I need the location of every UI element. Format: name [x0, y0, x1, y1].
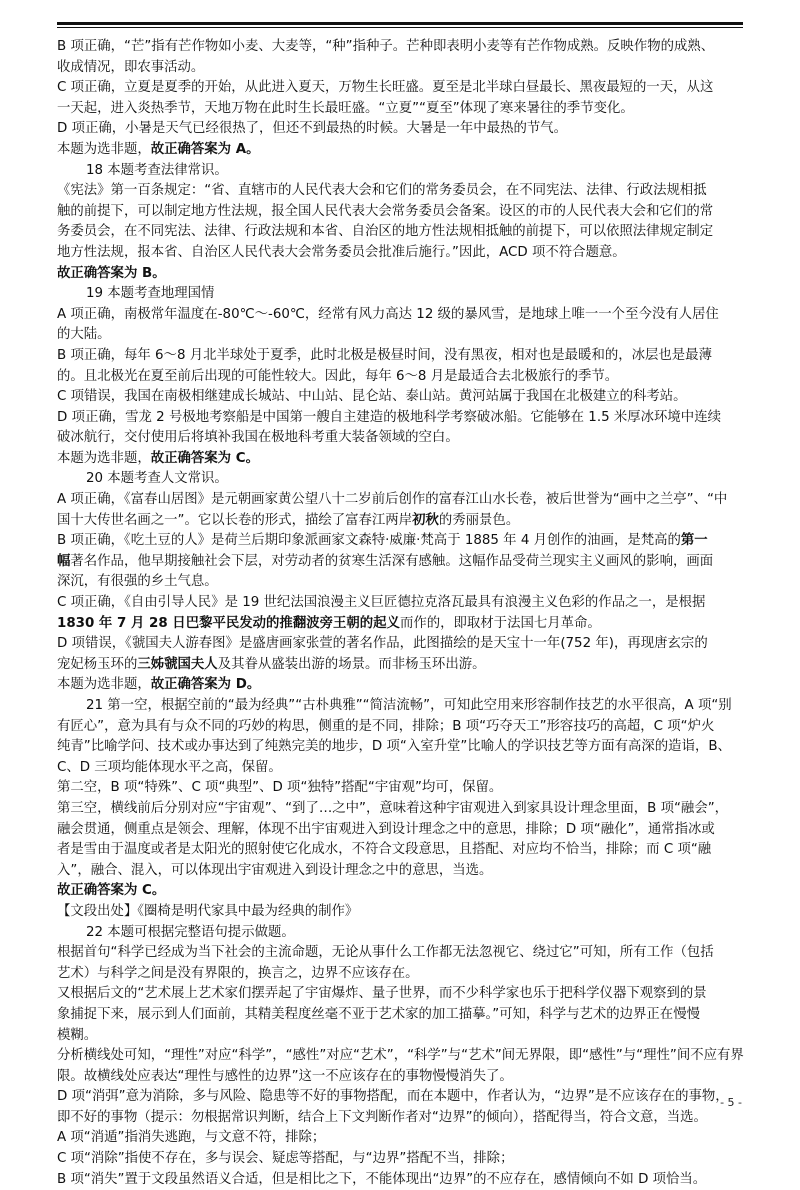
line-text: 又根据后文的“艺术展上艺术家们摆弄起了宇宙爆炸、量子世界，而不少科学家也乐于把科学仪器下观察到的景: [57, 986, 707, 1002]
line-text: 【文段出处】《圈椅是明代家具中最为经典的制作》: [57, 903, 359, 919]
text-line: [57, 593, 747, 614]
text-line: [57, 428, 747, 449]
line-bold-text: 三姊虢国夫人: [137, 656, 218, 672]
line-text: C 项错误，我国在南极相继建成长城站、中山站、昆仑站、泰山站。黄河站属于我国在北极建立的科考站。: [57, 389, 687, 405]
line-text-tail: 的秀丽景色。: [438, 512, 520, 528]
text-line: [57, 1149, 747, 1170]
text-line: [57, 964, 747, 985]
line-bold-text: 故正确答案为 D。: [150, 677, 261, 693]
text-line: [57, 943, 747, 964]
text-line: [57, 717, 747, 738]
line-text: D 项正确，小暑是天气已经很热了，但还不到最热的时候。大暑是一年中最热的节气。: [57, 121, 568, 137]
line-text: 20 本题考查人文常识。: [86, 471, 228, 487]
line-text: 限。故横线处应表达“理性与感性的边界”这一不应该存在的事物慢慢消失了。: [57, 1068, 513, 1084]
text-line: [57, 1087, 747, 1108]
line-text-tail: 著名作品，他早期接触社会下层，对劳动者的贫寒生活深有感触。这幅作品受荷兰现实主义画风的影响，画面: [70, 553, 714, 569]
line-text: D 项正确，雪龙 2 号极地考察船是中国第一艘自主建造的极地科学考察破冰船。它能够在 1.5 米厚冰环境中连续: [57, 409, 721, 425]
line-text: 深沉，有很强的乡土气息。: [57, 574, 218, 590]
line-text: 融会贯通，侧重点是领会、理解，体现不出宇宙观进入到设计理念之中的意思，排除；D 项“融化”，通常指冰或: [57, 821, 715, 837]
text-line: [57, 737, 747, 758]
line-text: 第二空，B 项“特殊”、C 项“典型”、D 项“独特”搭配“宇宙观”均可，保留。: [57, 780, 503, 796]
line-text: 本题为选非题，: [57, 141, 151, 157]
text-line: [57, 387, 747, 408]
text-line: [57, 99, 747, 120]
text-line: [57, 325, 747, 346]
text-line: [57, 449, 747, 470]
text-line: [57, 490, 747, 511]
line-text: 根据首句“科学已经成为当下社会的主流命题，无论从事什么工作都无法忽视它、绕过它”可知，所有工作（包括: [57, 945, 714, 961]
text-line: [57, 511, 747, 532]
text-line: [57, 984, 747, 1005]
text-line: [57, 202, 747, 223]
line-text: C、D 三项均能体现水平之高，保留。: [57, 759, 282, 775]
line-text: 触的前提下，可以制定地方性法规，报全国人民代表大会常务委员会备案。设区的市的人民代表大会和它们的常: [57, 203, 714, 219]
line-text: A 项“消遁”指消失逃跑，与文意不符，排除；: [57, 1130, 326, 1146]
line-bold-text: 故正确答案为 B。: [57, 265, 166, 281]
text-line: [57, 181, 747, 202]
text-line: [57, 37, 747, 58]
line-text: 《宪法》第一百条规定：“省、直辖市的人民代表大会和它们的常务委员会，在不同宪法、法律、行政法规相抵: [57, 183, 707, 199]
text-line: [57, 243, 747, 264]
text-line: [57, 923, 747, 944]
text-line: [57, 346, 747, 367]
text-line: [57, 305, 747, 326]
line-text: 有匠心”，意为具有与众不同的巧妙的构思，侧重的是不同，排除；B 项“巧夺天工”形容技巧的高超，C 项“炉火: [57, 718, 715, 734]
text-line: [57, 634, 747, 655]
text-line: [57, 902, 747, 923]
text-line: [57, 799, 747, 820]
line-bold-text: 故正确答案为 A。: [150, 141, 260, 157]
text-line: [57, 1108, 747, 1129]
line-text: 的大陆。: [57, 327, 111, 343]
text-line: [57, 881, 747, 902]
line-text: 一天起，进入炎热季节，天地万物在此时生长最旺盛。“立夏”“夏至”体现了寒来暑往的季节变化。: [57, 100, 634, 116]
line-text: 者是雪由于温度或者是太阳光的照射使它化成水，不符合文段意思，且搭配、对应均不恰当，排除；而 C 项“融: [57, 842, 712, 858]
line-text: A 项正确，南极常年温度在-80℃～-60℃，经常有风力高达 12 级的暴风雪，是地球上唯一一个至今没有人居住: [57, 306, 719, 322]
line-text: D 项错误，《虢国夫人游春图》是盛唐画家张萱的著名作品，此图描绘的是天宝十一年(752 年)，再现唐玄宗的: [57, 636, 708, 652]
line-text: 纯青”比喻学问、技术或办事达到了纯熟完美的地步，D 项“入室升堂”比喻人的学识技艺等方面有高深的造诣，B、: [57, 739, 731, 755]
line-text: 即不好的事物（提示：勿根据常识判断，结合上下文判断作者对“边界”的倾向），搭配得当，符合文意，当选。: [57, 1109, 707, 1125]
line-bold-text: 幅: [57, 553, 71, 569]
line-text: B 项正确，《吃土豆的人》是荷兰后期印象派画家文森特·威廉·梵高于 1885 年 4 月创作的油画，是梵高的: [57, 533, 681, 549]
text-line: [57, 58, 747, 79]
text-line: [57, 552, 747, 573]
text-line: [57, 614, 747, 635]
text-line: [57, 78, 747, 99]
text-line: [57, 778, 747, 799]
text-line: [57, 469, 747, 490]
text-line: [57, 840, 747, 861]
line-text: 宠妃杨玉环的: [57, 656, 138, 672]
line-text-tail: 而作的，即取材于法国七月革命。: [399, 615, 601, 631]
line-text: 19 本题考查地理国情: [86, 286, 215, 302]
line-text: 艺术）与科学之间是没有界限的，换言之，边界不应该存在。: [57, 965, 419, 981]
text-line: [57, 161, 747, 182]
line-text: 22 本题可根据完整语句提示做题。: [86, 924, 295, 940]
text-line: [57, 119, 747, 140]
line-text: 18 本题考查法律常识。: [86, 162, 228, 178]
text-line: [57, 1046, 747, 1067]
line-bold-text: 第一: [680, 533, 708, 549]
header-rule: [57, 22, 743, 25]
line-bold-text: 初秋: [412, 512, 439, 528]
text-line: [57, 140, 747, 161]
line-text: 地方性法规，报本省、自治区人民代表大会常务委员会批准后施行。”因此，ACD 项不符合题意。: [57, 244, 626, 260]
line-text: A 项正确，《富春山居图》是元朝画家黄公望八十二岁前后创作的富春江山水长卷，被后世誉为“画中之兰亭”、“中: [57, 492, 728, 508]
text-line: [57, 1170, 747, 1190]
text-line: [57, 531, 747, 552]
line-text: 破冰航行，交付使用后将填补我国在极地科考重大装备领域的空白。: [57, 430, 459, 446]
line-text: C 项正确，立夏是夏季的开始，从此进入夏天，万物生长旺盛。夏至是北半球白昼最长、黑夜最短的一天，从这: [57, 80, 714, 96]
text-line: [57, 367, 747, 388]
line-text: 21 第一空，根据空前的“最为经典”“古朴典雅”“简洁流畅”，可知此空用来形容制作技艺的水平很高，A 项“别: [86, 698, 732, 713]
text-line: [57, 675, 747, 696]
line-text: 分析横线处可知，“理性”对应“科学”，“感性”对应“艺术”，“科学”与“艺术”间无界限，即“感性”与“理性”间不应有界: [57, 1048, 744, 1064]
line-text-tail: 及其眷从盛装出游的场景。而非杨玉环出游。: [217, 656, 486, 672]
text-line: [57, 655, 747, 676]
line-text: 象捕捉下来，展示到人们面前，其精美程度丝毫不亚于艺术家的加工描摹。”可知，科学与艺术的边界正在慢慢: [57, 1006, 700, 1022]
line-text: 本题为选非题，: [57, 677, 151, 693]
line-text: B 项“消失”置于文段虽然语义合适，但是相比之下，不能体现出“边界”的不应存在，感情倾向不如 D 项恰当。: [57, 1171, 707, 1187]
text-line: [57, 1005, 747, 1026]
line-text: C 项“消除”指使不存在，多与误会、疑虑等搭配，与“边界”搭配不当，排除；: [57, 1151, 514, 1167]
line-text: 第三空，横线前后分别对应“宇宙观”、“到了…之中”，意味着这种宇宙观进入到家具设计理念里面，B 项“融会”，: [57, 800, 729, 816]
text-line: [57, 572, 747, 593]
line-bold-text: 故正确答案为 C。: [57, 883, 166, 899]
text-line: [57, 222, 747, 243]
line-text: 国十大传世名画之一”。它以长卷的形式，描绘了富春江两岸: [57, 512, 413, 528]
text-line: [57, 820, 747, 841]
line-text: 模糊。: [57, 1027, 98, 1043]
line-text: 本题为选非题，: [57, 450, 151, 466]
document-body: [57, 37, 747, 1190]
text-line: [57, 1067, 747, 1088]
line-bold-text: 1830 年 7 月 28 日巴黎平民发动的推翻波旁王朝的起义: [57, 615, 400, 631]
line-text: B 项正确，每年 6～8 月北半球处于夏季，此时北极是极昼时间，没有黑夜，相对也是最暖和的，冰层也是最薄: [57, 347, 712, 363]
line-text: 务委员会，在不同宪法、法律、行政法规和本省、自治区的地方性法规相抵触的前提下，可以依照法律规定制定: [57, 224, 714, 240]
text-line: [57, 264, 747, 285]
text-line: [57, 408, 747, 429]
line-text: 的。且北极光在夏至前后出现的可能性较大。因此，每年 6～8 月是最适合去北极旅行的季节。: [57, 368, 619, 384]
line-text: 收成情况，即农事活动。: [57, 59, 205, 75]
line-text: B 项正确，“芒”指有芒作物如小麦、大麦等，“种”指种子。芒种即表明小麦等有芒作物成熟。反映作物的成熟、: [57, 39, 715, 54]
header-rule-thin: [57, 27, 743, 28]
text-line: [57, 1026, 747, 1047]
text-line: [57, 758, 747, 779]
line-text: D 项“消弭”意为消除，多与风险、隐患等不好的事物搭配，而在本题中，作者认为，“边界”是不应该存在的事物，: [57, 1089, 729, 1105]
line-text: 入”，融合、混入，可以体现出宇宙观进入到设计理念之中的意思，当选。: [57, 862, 493, 878]
text-line: [57, 696, 747, 717]
line-bold-text: 故正确答案为 C。: [150, 450, 259, 466]
text-line: [57, 861, 747, 882]
text-line: [57, 284, 747, 305]
page-number: - 5 -: [720, 1096, 742, 1109]
line-text: C 项正确，《自由引导人民》是 19 世纪法国浪漫主义巨匠德拉克洛瓦最具有浪漫主义色彩的作品之一，是根据: [57, 595, 706, 611]
